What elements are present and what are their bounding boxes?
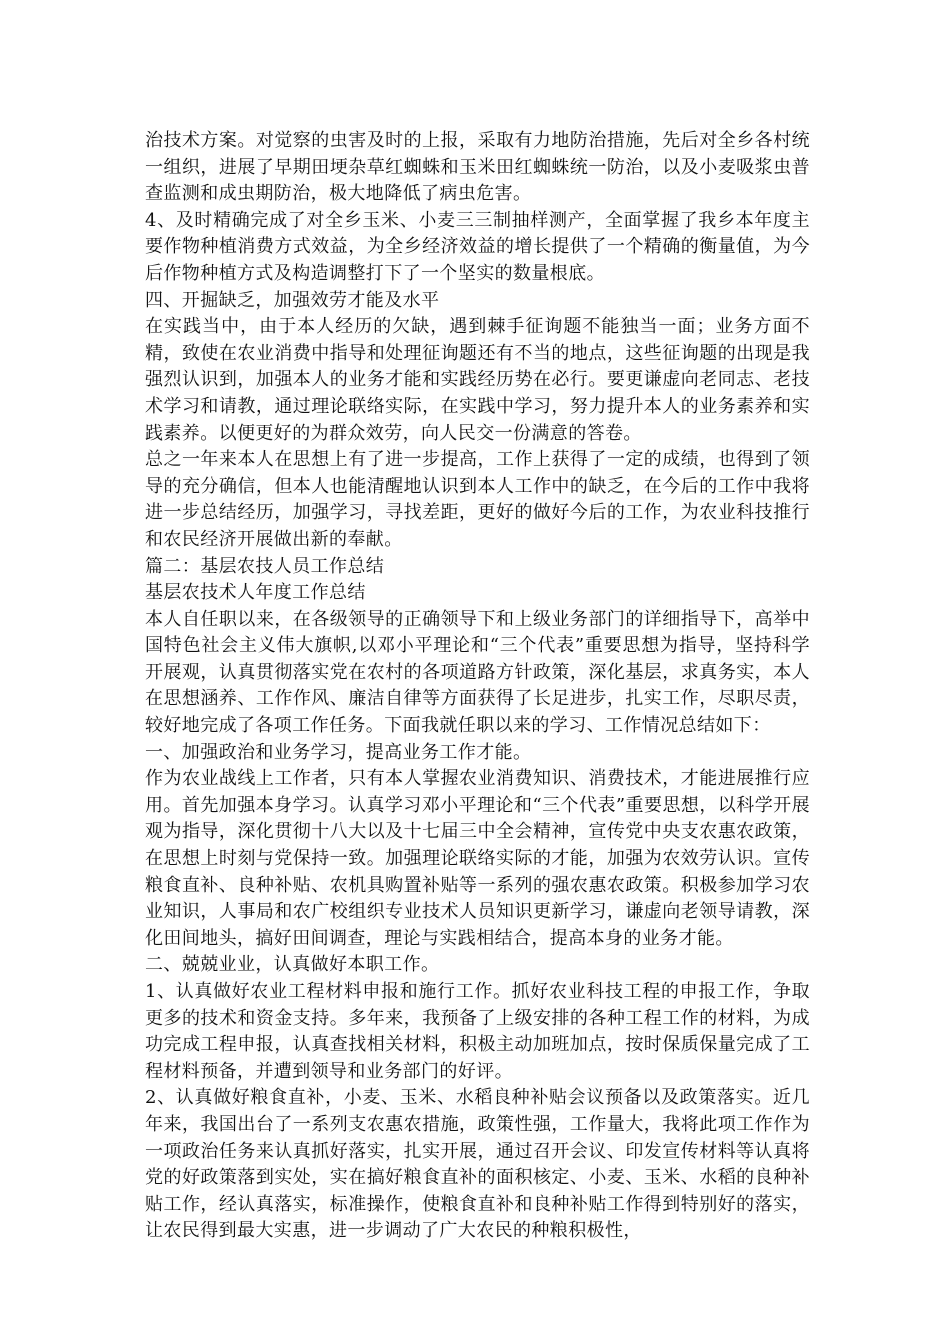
- article-title-part-2: 篇二：基层农技人员工作总结: [145, 555, 385, 577]
- paragraph-continued-pest-control: 治技术方案。对觉察的虫害及时的上报，采取有力地防治措施，先后对全乡各村统一组织，进展了早期田埂杂草红蜘蛛和玉米田红蜘蛛统一防治，以及小麦吸浆虫普查监测和成虫期防治，极大地降低了病虫危害。: [145, 130, 810, 205]
- section-heading-2: 二、兢兢业业，认真做好本职工作。: [145, 954, 440, 976]
- paragraph-item-1-project-materials: 1、认真做好农业工程材料申报和施行工作。抓好农业科技工程的申报工作，争取更多的技术和资金支持。多年来，我预备了上级安排的各种工程工作的材料，为成功完成工程申报，认真查找相关材料，积极主动加班加点，按时保质保量完成了工程材料预备，并遭到领导和业务部门的好评。: [145, 981, 810, 1082]
- section-heading-4: 四、开掘缺乏，加强效劳才能及水平: [145, 289, 440, 311]
- paragraph-study: 作为农业战线上工作者，只有本人掌握农业消费知识、消费技术，才能进展推行应用。首先加强本身学习。认真学习邓小平理论和“三个代表”重要思想，以科学开展观为指导，深化贯彻十八大以及十七届三中全会精神，宣传党中央支农惠农政策，在思想上时刻与党保持一致。加强理论联络实际的才能，加强为农效劳认识。宣传粮食直补、良种补贴、农机具购置补贴等一系列的强农惠农政策。积极参加学习农业知识，人事局和农广校组织专业技术人员知识更新学习，谦虚向老领导请教，深化田间地头，搞好田间调查，理论与实践相结合，提高本身的业务才能。: [145, 768, 810, 949]
- paragraph-item-4-yield-sampling: 4、及时精确完成了对全乡玉米、小麦三三制抽样测产，全面掌握了我乡本年度主要作物种植消费方式效益，为全乡经济效益的增长提供了一个精确的衡量值，为今后作物种植方式及构造调整打下了一个坚实的数量根底。: [145, 209, 810, 284]
- paragraph-shortcomings: 在实践当中，由于本人经历的欠缺，遇到棘手征询题不能独当一面；业务方面不精，致使在农业消费中指导和处理征询题还有不当的地点，这些征询题的出现是我强烈认识到，加强本人的业务才能和实践经历势在必行。要更谦虚向老同志、老技术学习和请教，通过理论联络实际，在实践中学习，努力提升本人的业务素养和实践素养。以便更好的为群众效劳，向人民交一份满意的答卷。: [145, 316, 810, 444]
- section-heading-1: 一、加强政治和业务学习，提高业务工作才能。: [145, 741, 532, 763]
- document-body: [145, 128, 810, 1245]
- paragraph-item-2-grain-subsidy: 2、认真做好粮食直补，小麦、玉米、水稻良种补贴会议预备以及政策落实。近几年来，我国出台了一系列支农惠农措施，政策性强，工作量大，我将此项工作作为一项政治任务来认真抓好落实，扎实开展，通过召开会议、印发宣传材料等认真将党的好政策落到实处，实在搞好粮食直补的面积核定、小麦、玉米、水稻的良种补贴工作，经认真落实，标准操作，使粮食直补和良种补贴工作得到特别好的落实，让农民得到最大实惠，进一步调动了广大农民的种粮积极性，: [145, 1087, 810, 1242]
- paragraph-introduction: 本人自任职以来，在各级领导的正确领导下和上级业务部门的详细指导下，高举中国特色社会主义伟大旗帜,以邓小平理论和“三个代表”重要思想为指导，坚持科学开展观，认真贯彻落实党在农村的各项道路方针政策，深化基层，求真务实，本人在思想涵养、工作作风、廉洁自律等方面获得了长足进步，扎实工作，尽职尽责，较好地完成了各项工作任务。下面我就任职以来的学习、工作情况总结如下：: [145, 608, 810, 737]
- paragraph-conclusion: 总之一年来本人在思想上有了进一步提高，工作上获得了一定的成绩，也得到了领导的充分确信，但本人也能清醒地认识到本人工作中的缺乏，在今后的工作中我将进一步总结经历，加强学习，寻找差距，更好的做好今后的工作，为农业科技推行和农民经济开展做出新的奉献。: [145, 449, 810, 550]
- article-subtitle: 基层农技术人年度工作总结: [145, 582, 366, 604]
